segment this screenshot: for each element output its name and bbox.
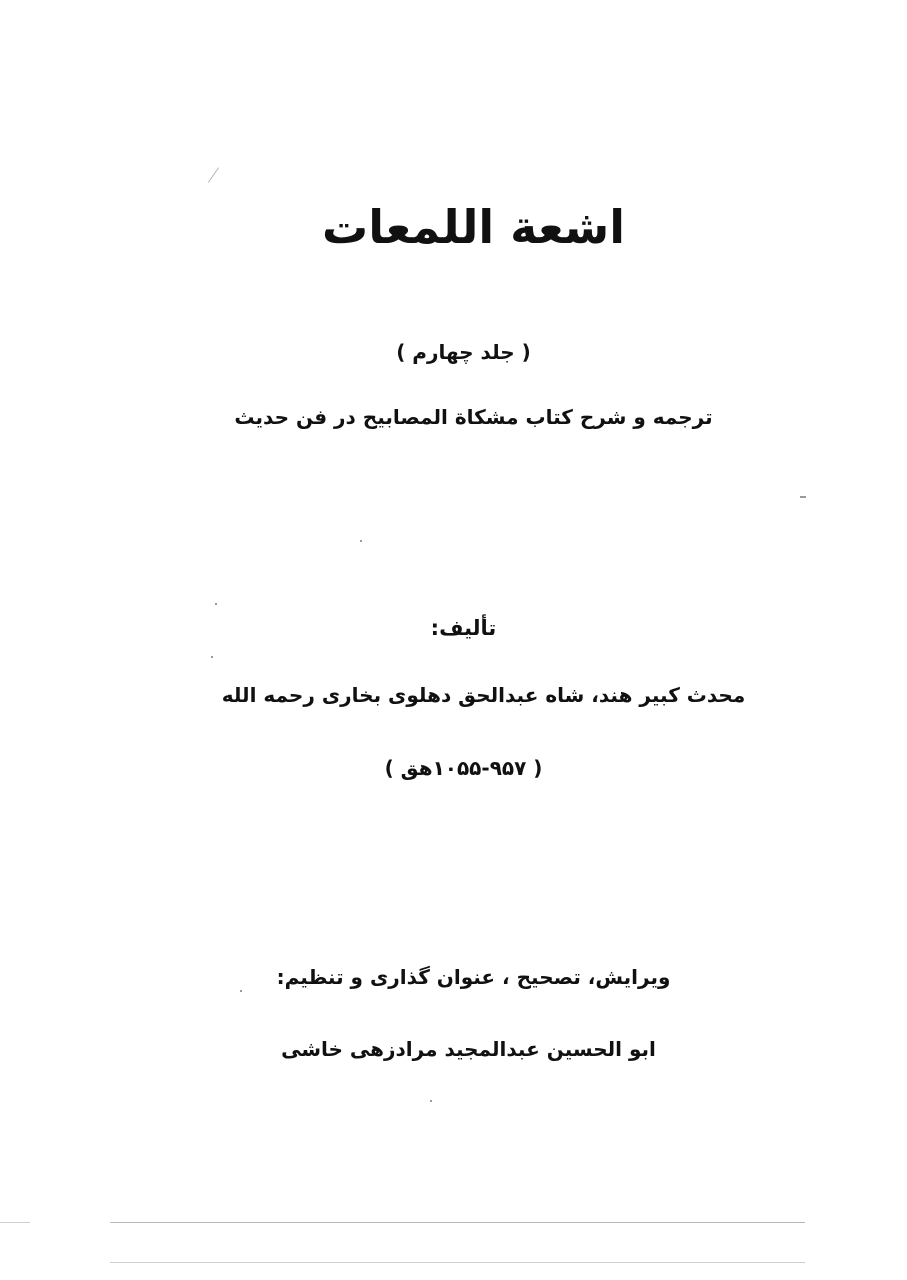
page-rule [110,1262,805,1263]
page-rule [0,1222,30,1223]
scan-speck [430,1100,432,1102]
book-title: اشعة اللمعات [322,200,625,254]
scan-speck [240,990,242,992]
page-rule [110,1222,805,1223]
scan-speck [800,496,806,498]
scan-speck [211,656,213,658]
author-name: محدث كبير هند، شاه عبدالحق دهلوى بخارى رحمه الله [221,683,746,707]
scan-mark [208,167,219,182]
book-subtitle: ترجمه و شرح كتاب مشكاة المصابيح در فن حديث [234,405,713,429]
volume-label: ( جلد چهارم ) [396,340,531,364]
author-label: تأليف: [430,616,497,640]
author-dates: ( ۱۰۵۵-۹۵۷هق ) [384,756,543,780]
editor-name: ابو الحسين عبدالمجيد مرادزهى خاشى [281,1037,656,1061]
scan-speck [215,603,217,605]
editor-label: ويرايش، تصحيح ، عنوان گذارى و تنظيم: [276,965,671,989]
scan-speck [360,540,362,542]
